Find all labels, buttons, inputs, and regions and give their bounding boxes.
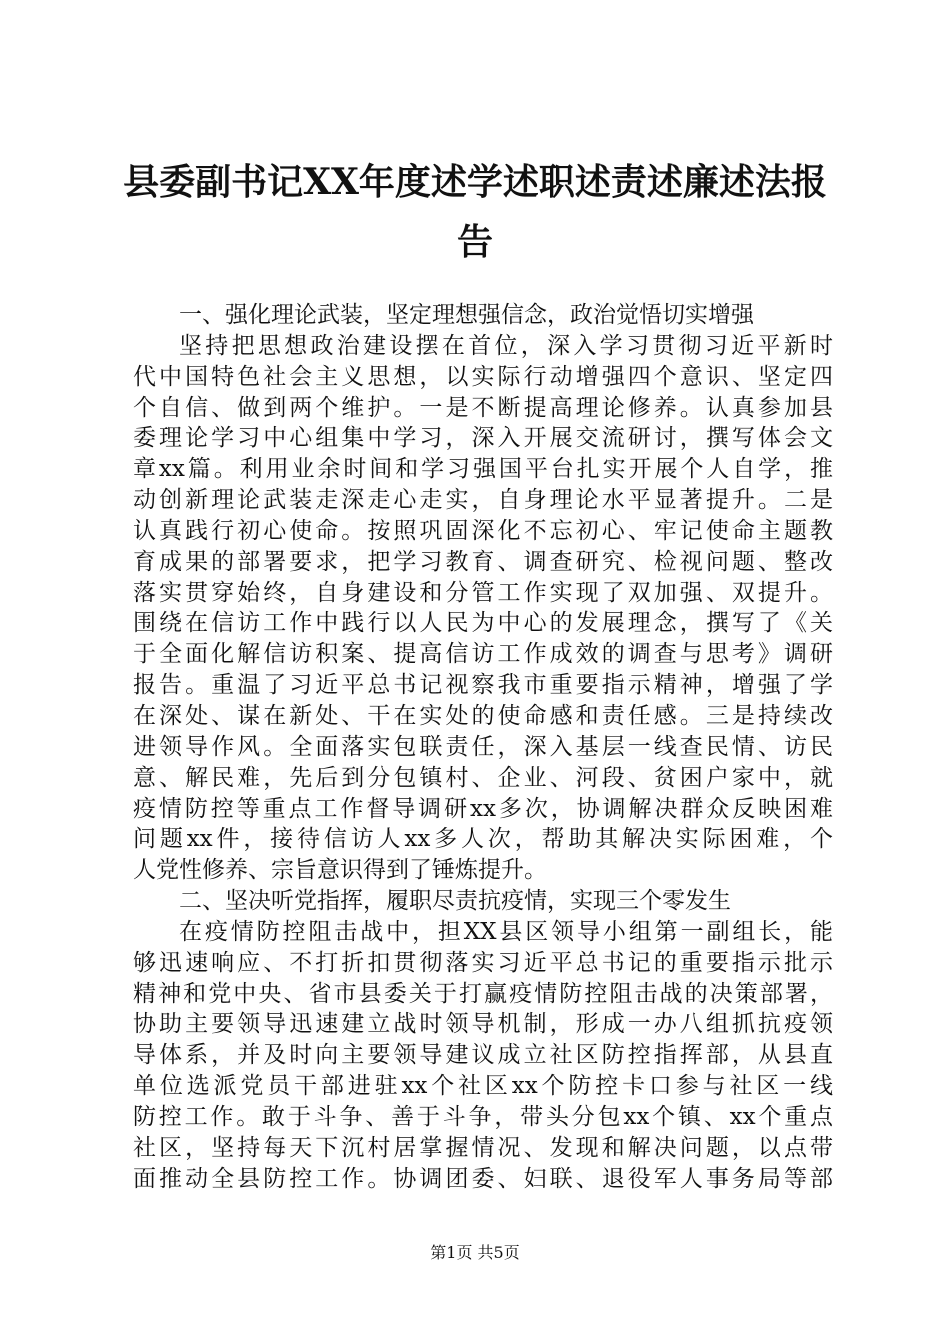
body-line: 章xx篇。利用业余时间和学习强国平台扎实开展个人自学，推: [133, 456, 833, 483]
body-line: 社区，坚持每天下沉村居掌握情况、发现和解决问题，以点带: [133, 1134, 833, 1161]
body-line: 代中国特色社会主义思想，以实际行动增强四个意识、坚定四: [133, 363, 833, 390]
body-line: 够迅速响应、不打折扣贯彻落实习近平总书记的重要指示批示: [133, 949, 833, 976]
body-line: 面推动全县防控工作。协调团委、妇联、退役军人事务局等部: [133, 1165, 833, 1192]
body-line: 协助主要领导迅速建立战时领导机制，形成一办八组抓抗疫领: [133, 1011, 833, 1038]
body-line: 在深处、谋在新处、干在实处的使命感和责任感。三是持续改: [133, 702, 833, 729]
body-line: 动创新理论武装走深走心走实，自身理论水平显著提升。二是: [133, 487, 833, 514]
document-title-line-2: 告: [456, 221, 493, 263]
body-line: 问题xx件，接待信访人xx多人次，帮助其解决实际困难，个: [133, 826, 833, 853]
body-line: 人党性修养、宗旨意识得到了锤炼提升。: [133, 857, 547, 884]
body-line: 委理论学习中心组集中学习，深入开展交流研讨，撰写体会文: [133, 425, 833, 452]
body-line: 意、解民难，先后到分包镇村、企业、河段、贫困户家中，就: [133, 764, 833, 791]
body-line: 疫情防控等重点工作督导调研xx多次，协调解决群众反映困难: [133, 795, 833, 822]
body-line: 进领导作风。全面落实包联责任，深入基层一线查民情、访民: [133, 733, 833, 760]
body-line: 防控工作。敢于斗争、善于斗争，带头分包xx个镇、xx个重点: [133, 1103, 833, 1130]
body-line: 于全面化解信访积案、提高信访工作成效的调查与思考》调研: [133, 641, 833, 668]
body-line: 落实贯穿始终，自身建设和分管工作实现了双加强、双提升。: [133, 579, 833, 606]
body-line: 报告。重温了习近平总书记视察我市重要指示精神，增强了学: [133, 672, 833, 699]
body-line: 个自信、做到两个维护。一是不断提高理论修养。认真参加县: [133, 394, 833, 421]
page-footer: 第1页 共5页: [430, 1243, 520, 1262]
body-line: 育成果的部署要求，把学习教育、调查研究、检视问题、整改: [133, 548, 833, 575]
body-line: 导体系，并及时向主要领导建议成立社区防控指挥部，从县直: [133, 1042, 833, 1069]
body-line: 围绕在信访工作中践行以人民为中心的发展理念，撰写了《关: [133, 610, 833, 637]
document-body: [133, 300, 833, 1194]
document-title-line-1: 县委副书记XX年度述学述职述责述廉述法报: [123, 161, 827, 203]
body-line: 坚持把思想政治建设摆在首位，深入学习贯彻习近平新时: [179, 332, 833, 359]
body-line: 二、坚决听党指挥，履职尽责抗疫情，实现三个零发生: [179, 888, 731, 915]
body-line: 一、强化理论武装，坚定理想强信念，政治觉悟切实增强: [179, 302, 754, 328]
body-line: 单位选派党员干部进驻xx个社区xx个防控卡口参与社区一线: [133, 1073, 833, 1100]
body-line: 在疫情防控阻击战中，担XX县区领导小组第一副组长，能: [179, 918, 833, 945]
body-line: 精神和党中央、省市县委关于打赢疫情防控阻击战的决策部署，: [133, 980, 833, 1007]
body-line: 认真践行初心使命。按照巩固深化不忘初心、牢记使命主题教: [133, 517, 833, 544]
